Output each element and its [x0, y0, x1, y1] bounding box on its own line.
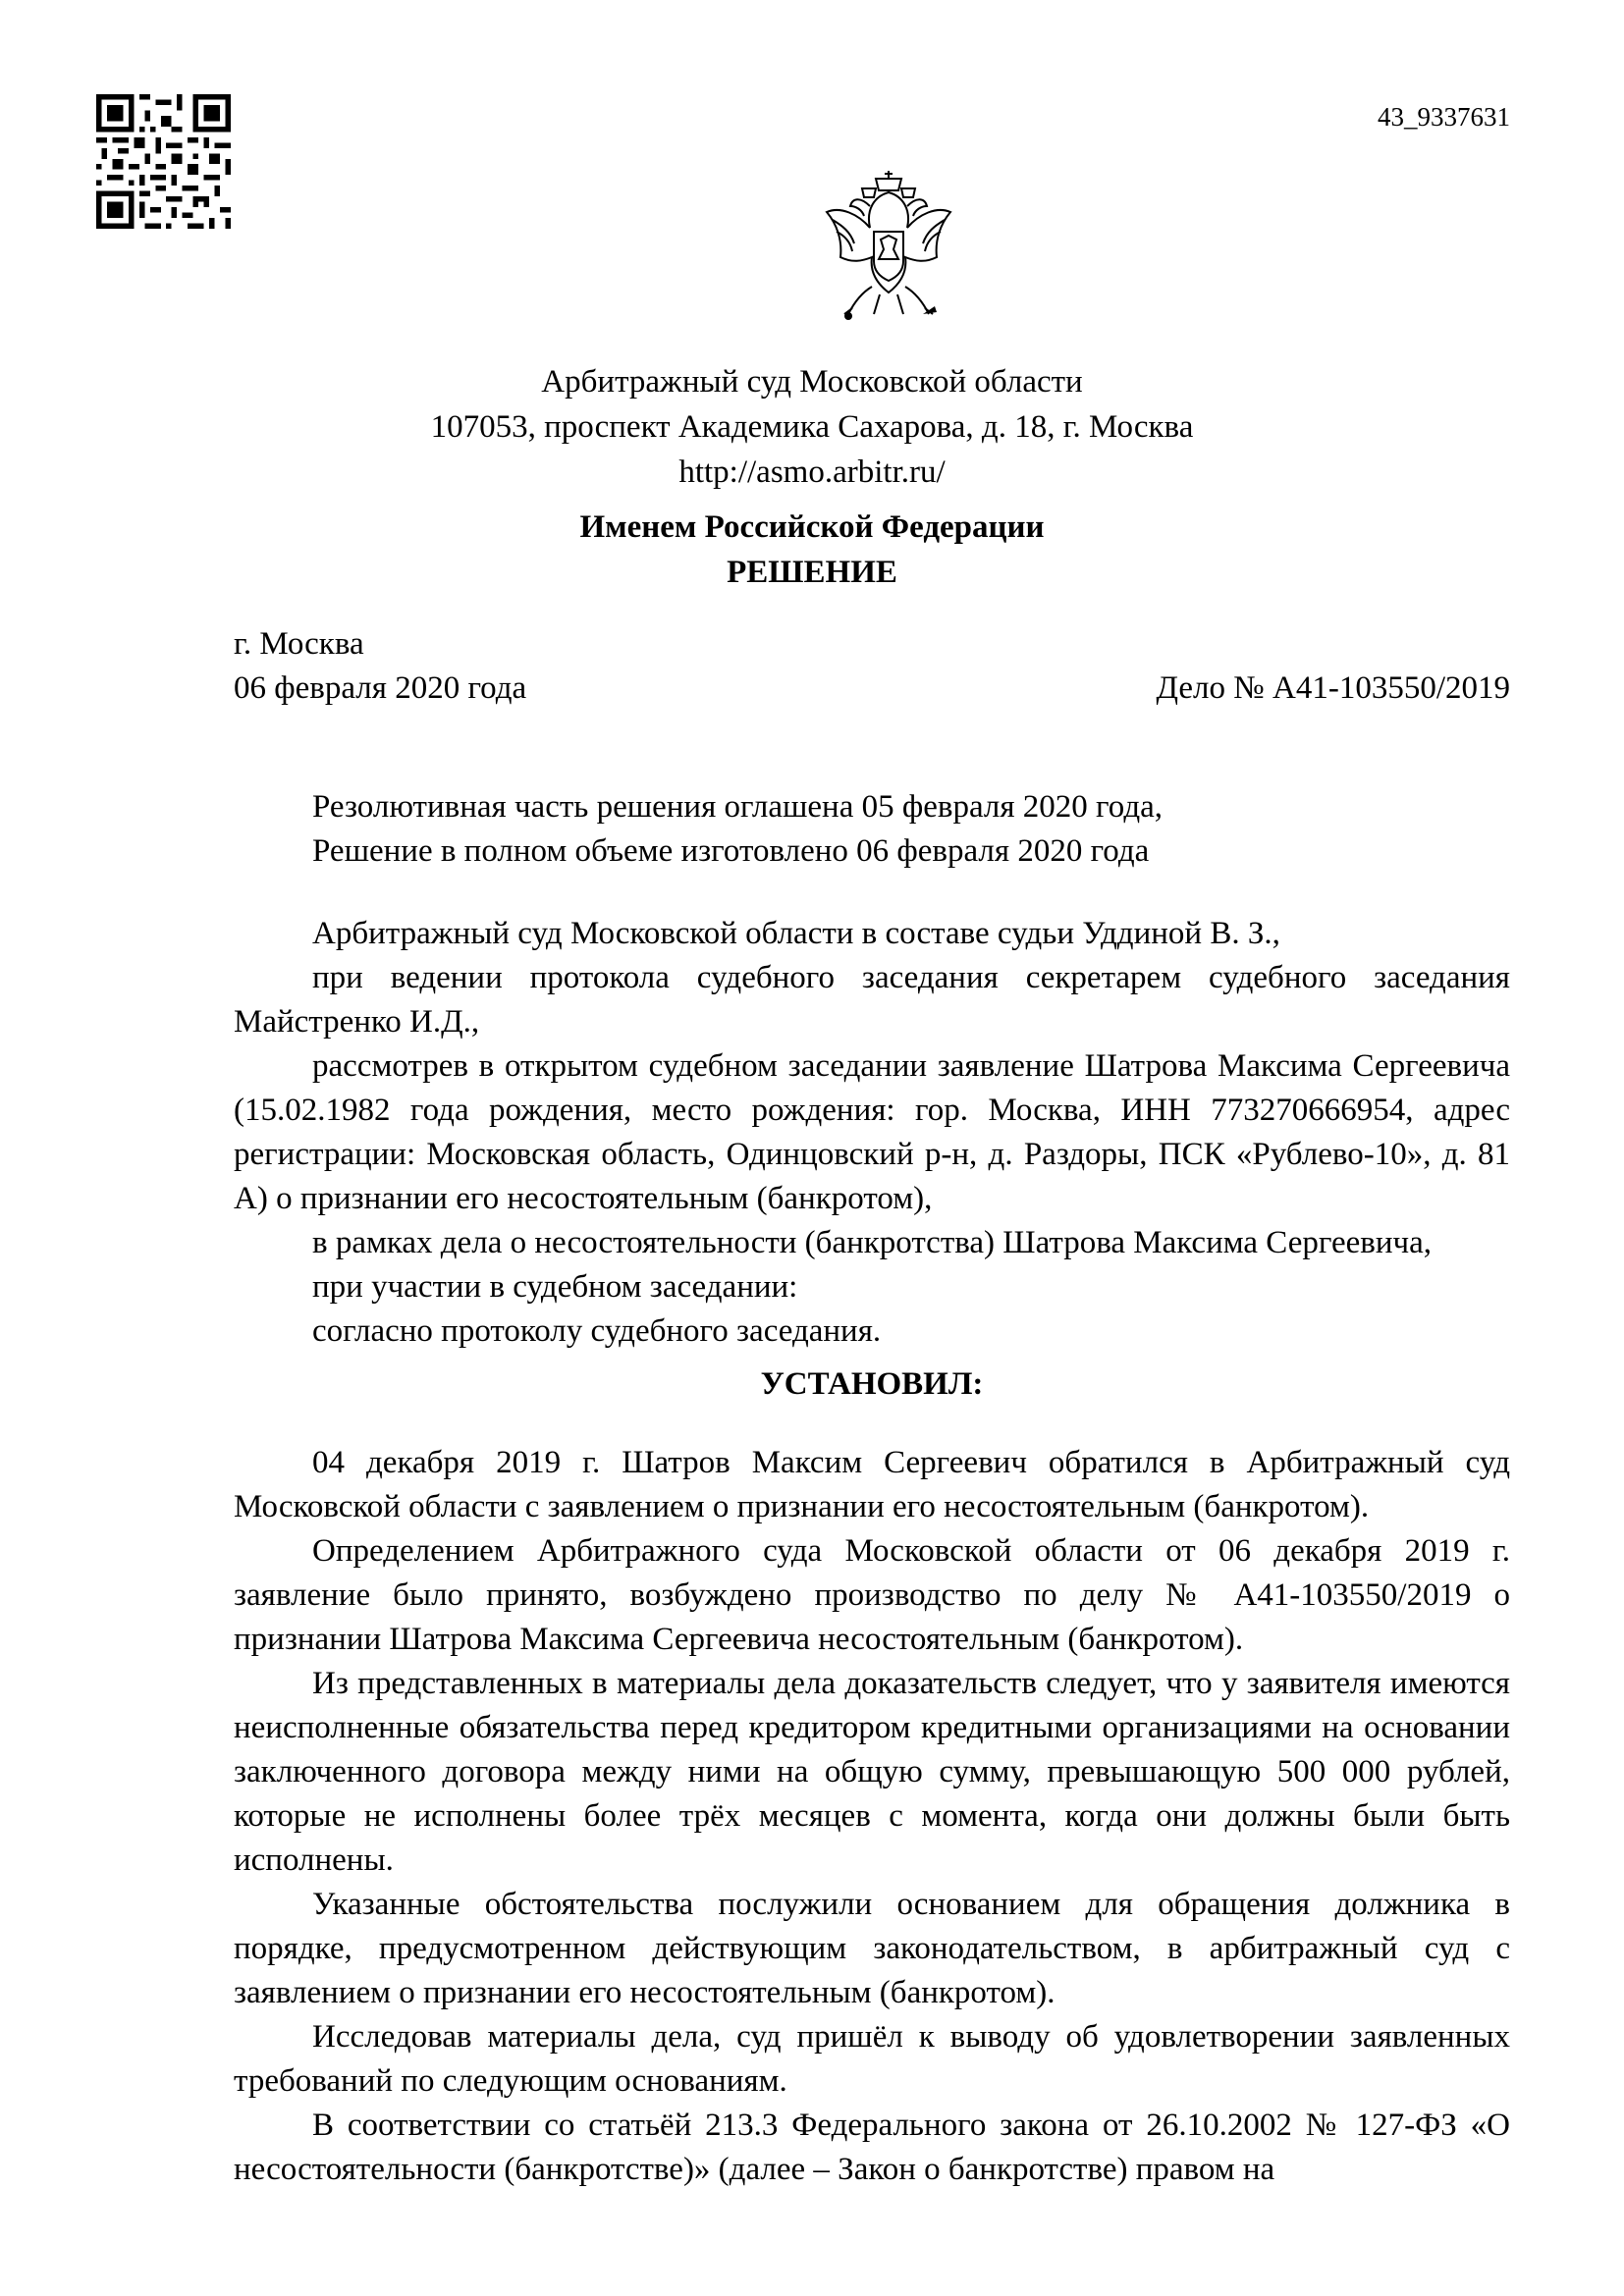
document-id: 43_9337631 [1378, 102, 1510, 132]
court-address: 107053, проспект Академика Сахарова, д. 18, г. Москва [430, 409, 1194, 445]
intro-block [234, 912, 1510, 1354]
intro-protocol: при ведении протокола судебного заседания секретарем судебного заседания Майстренко И.Д., [234, 960, 1510, 1040]
intro-considered: рассмотрев в открытом судебном заседании заявление Шатрова Максима Сергеевича (15.02.1982 года рождения, место рождения: гор. Москва, ИНН 773270666954, адрес регистрации: Московская область, Одинцовский р-н, д. Раздоры, ПСК «Рублево-10», д. 81 А) о признании его несостоятельным (банкротом), [234, 1048, 1510, 1216]
resolution-full: Решение в полном объеме изготовлено 06 февраля 2020 года [312, 833, 1150, 869]
city: г. Москва [234, 626, 364, 662]
court-website: http://asmo.arbitr.ru/ [678, 454, 946, 490]
paragraph: В соответствии со статьёй 213.3 Федерального закона от 26.10.2002 № 127-ФЗ «О несостоятельности (банкротстве)» (далее – Закон о банкротстве) правом на [234, 2108, 1510, 2187]
court-header [0, 359, 1624, 495]
document-title [0, 505, 1624, 595]
paragraph: 04 декабря 2019 г. Шатров Максим Сергеевич обратился в Арбитражный суд Московской области с заявлением о признании его несостоятельным (банкротом). [234, 1445, 1510, 1524]
paragraph: Указанные обстоятельства послужили основанием для обращения должника в порядке, предусмотренном действующим законодательством, в арбитражный суд с заявлением о признании его несостоятельным (банкротом). [234, 1887, 1510, 2010]
case-number: Дело № А41-103550/2019 [1156, 670, 1510, 706]
resolution-announced: Резолютивная часть решения оглашена 05 февраля 2020 года, [312, 789, 1164, 825]
qr-code-icon [96, 94, 231, 229]
title-line-1: Именем Российской Федерации [579, 509, 1045, 545]
intro-participation: при участии в судебном заседании: [312, 1269, 798, 1305]
section-heading: УСТАНОВИЛ: [760, 1366, 984, 1402]
decision-date: 06 февраля 2020 года [234, 670, 527, 706]
paragraph: Из представленных в материалы дела доказательств следует, что у заявителя имеются неисполненные обязательства перед кредитором кредитными организациями на основании заключенного договора между ними на общую сумму, превышающую 500 000 рублей, которые не исполнены более трёх месяцев с момента, когда они должны были быть исполнены. [234, 1666, 1510, 1878]
intro-within-case: в рамках дела о несостоятельности (банкротства) Шатрова Максима Сергеевича, [312, 1225, 1432, 1260]
intro-composition: Арбитражный суд Московской области в составе судьи Уддиной В. З., [312, 916, 1280, 951]
paragraph: Определением Арбитражного суда Московской области от 06 декабря 2019 г. заявление было принято, возбуждено производство по делу № А41-103550/2019 о признании Шатрова Максима Сергеевича несостоятельным (банкротом). [234, 1533, 1510, 1657]
court-name: Арбитражный суд Московской области [541, 364, 1083, 400]
findings-block [234, 1441, 1510, 2192]
paragraph: Исследовав материалы дела, суд пришёл к выводу об удовлетворении заявленных требований по следующим основаниям. [234, 2019, 1510, 2099]
intro-per-protocol: согласно протоколу судебного заседания. [312, 1313, 882, 1349]
title-line-2: РЕШЕНИЕ [727, 555, 897, 590]
coat-of-arms-icon [815, 167, 962, 324]
section-heading-block [234, 1362, 1510, 1407]
